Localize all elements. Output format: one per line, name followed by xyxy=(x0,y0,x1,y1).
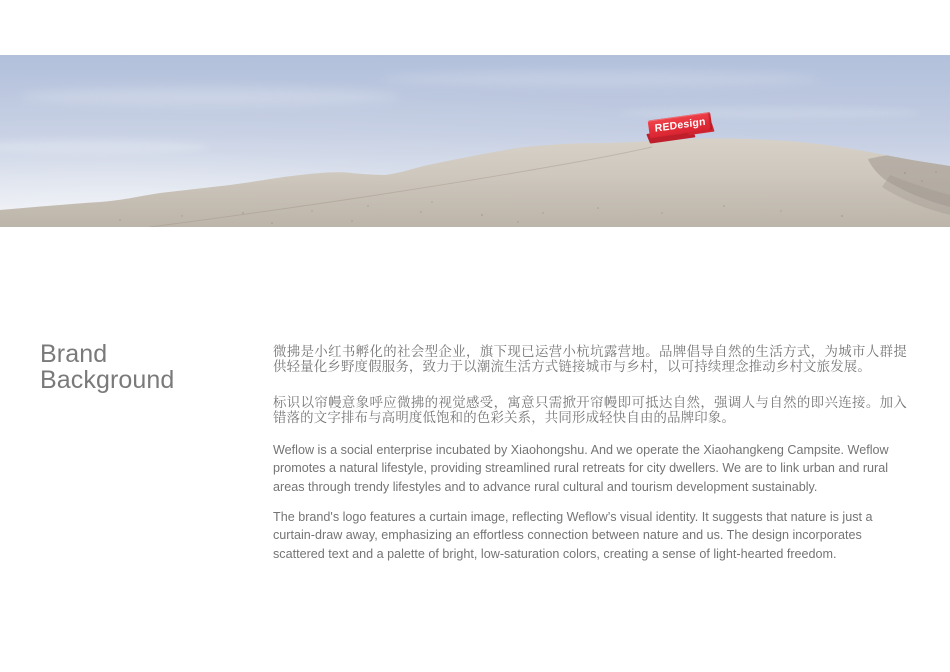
hero-banner-image xyxy=(0,55,950,227)
paragraph-en-1: Weflow is a social enterprise incubated by Xiaohongshu. And we operate the Xiaohangkeng Campsite. Weflow promotes a natural lifestyle, providing streamlined rural retreats for city dwellers. We are to link urban and rural areas through trendy lifestyles and to advance rural cultural and tourism development sustainably. xyxy=(273,442,889,495)
paragraph-zh-1: 微拂是小红书孵化的社会型企业，旗下现已运营小杭坑露营地。品牌倡导自然的生活方式，为城市人群提供轻量化乡野度假服务，致力于以潮流生活方式链接城市与乡村，以可持续理念推动乡村文旅发展。 xyxy=(273,344,907,375)
section-title-line2: Background xyxy=(40,366,175,394)
section-title xyxy=(40,341,174,393)
paragraph-zh-2: 标识以帘幔意象呼应微拂的视觉感受，寓意只需掀开帘幔即可抵达自然，强调人与自然的即兴连接。加入错落的文字排布与高明度低饱和的色彩关系，共同形成轻快自由的品牌印象。 xyxy=(273,394,907,426)
sign-label: REDesign xyxy=(654,115,706,135)
landscape-illustration xyxy=(0,55,950,227)
section-title-line1: Brand xyxy=(40,340,108,368)
paragraph-en-2: The brand's logo features a curtain image, reflecting Weflow’s visual identity. It suggests that nature is just a curtain-draw away, emphasizing an effortless connection between nature and us. The design incorporates scattered text and a palette of bright, low-saturation colors, creating a sense of light-hearted freedom. xyxy=(273,509,873,562)
body-text-column xyxy=(273,344,907,564)
